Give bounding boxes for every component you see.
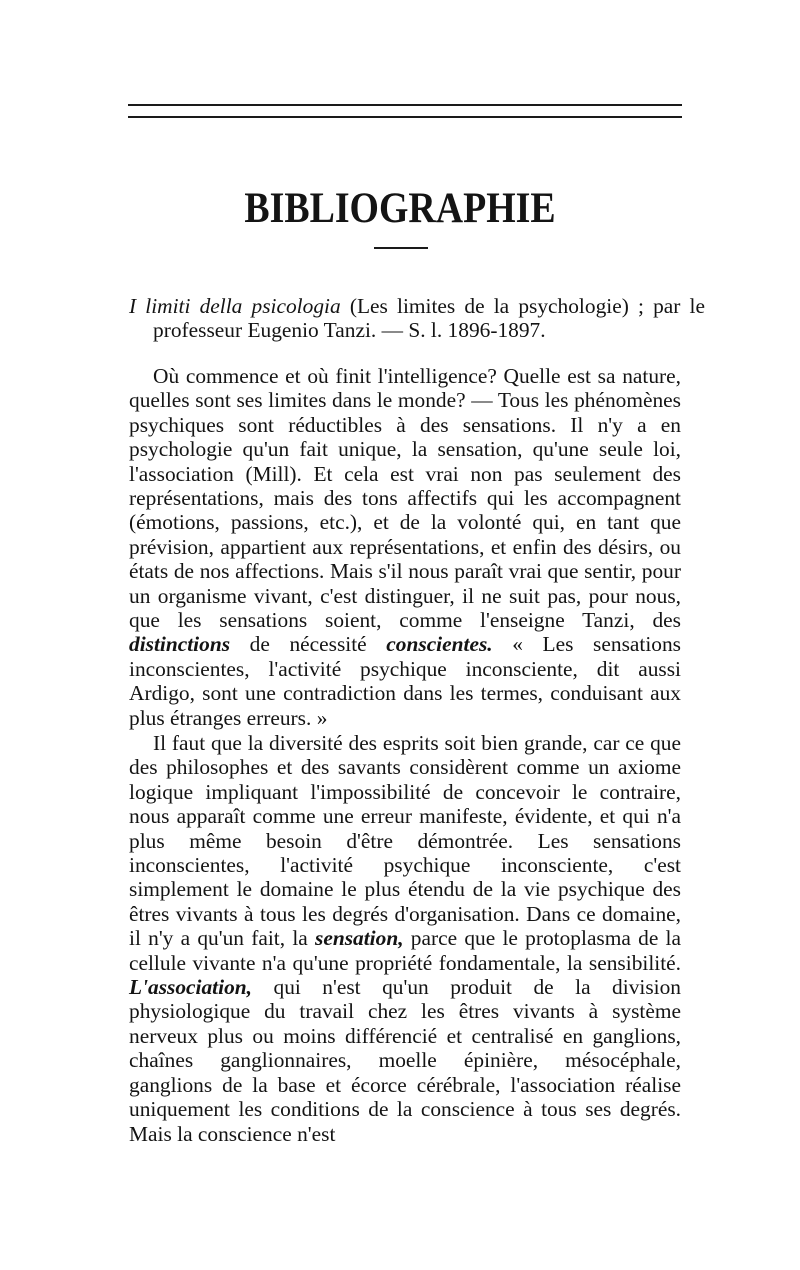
paragraph-1-text-a: Où commence et où finit l'intelligence? Quelle est sa nature, quelles sont ses limites dans le monde? — Tous les phénomènes psychiques sont réductibles à des sensations. Il n'y a en psychologie qu'un fait unique, la sensation, qu'une seule loi, l'association (Mill). Et cela est vrai non pas seulement des représentations, mais des tons affectifs qui les accompagnent (émotions, passions, etc.), et de la volonté qui, en tant que prévision, appartient aux représentations, et enfin des désirs, ou états de nos affections. Mais s'il nous paraît vrai que sentir, pour un organisme vivant, c'est distinguer, il ne suit pas, pour nous, que les sensations soient, comme l'enseigne Tanzi, des	[129, 364, 681, 633]
paragraph-1-text-c: « Les sensations inconscientes, l'activité psychique inconsciente, dit aussi Ardigo, sont une contradiction dans les termes, conduisant aux plus étranges erreurs. »	[129, 632, 681, 730]
citation-details: (Les limites de la psychologie) ; par le professeur Eugenio Tanzi. — S. l. 1896-1897.	[153, 294, 705, 343]
paragraph-1-emphasis-distinctions: distinctions	[129, 632, 231, 657]
header-rule-bottom	[128, 116, 682, 118]
header-rule-top	[128, 104, 682, 106]
citation	[129, 294, 705, 343]
paragraph-2-text-b: parce que le protoplasma de la cellule vivante n'a qu'une propriété fondamentale, la sensibilité.	[129, 926, 681, 975]
paragraph-1-emphasis-conscientes: conscientes.	[386, 632, 493, 657]
section-title: BIBLIOGRAPHIE	[244, 185, 556, 232]
paragraph-2-emphasis-association: L'association,	[129, 975, 253, 1000]
paragraph-1-text-b: de nécessité	[230, 632, 387, 657]
paragraph-2-text-a: Il faut que la diversité des esprits soit bien grande, car ce que des philosophes et des savants considèrent comme un axiome logique impliquant l'impossibilité de concevoir le contraire, nous apparaît comme une erreur manifeste, évidente, et qui n'a plus même besoin d'être démontrée. Les sensations inconscientes, l'activité psychique inconsciente, c'est simplement le domaine le plus étendu de la vie psychique des êtres vivants à tous les degrés d'organisation. Dans ce domaine, il n'y a qu'un fait, la	[129, 731, 681, 951]
paragraph-2-emphasis-sensation: sensation,	[315, 926, 404, 951]
paragraph-2	[129, 731, 681, 1146]
citation-work-title: I limiti della psicologia	[129, 294, 341, 318]
title-underline-rule	[374, 247, 428, 249]
paragraph-2-text-c: qui n'est qu'un produit de la division physiologique du travail chez les êtres vivants à système nerveux plus ou moins différencié et centralisé en ganglions, chaînes ganglionnaires, moelle épinière, mésocéphale, ganglions de la base et écorce cérébrale, l'association réalise uniquement les conditions de la conscience à tous ses degrés. Mais la conscience n'est	[129, 975, 681, 1146]
paragraph-1	[129, 364, 681, 730]
